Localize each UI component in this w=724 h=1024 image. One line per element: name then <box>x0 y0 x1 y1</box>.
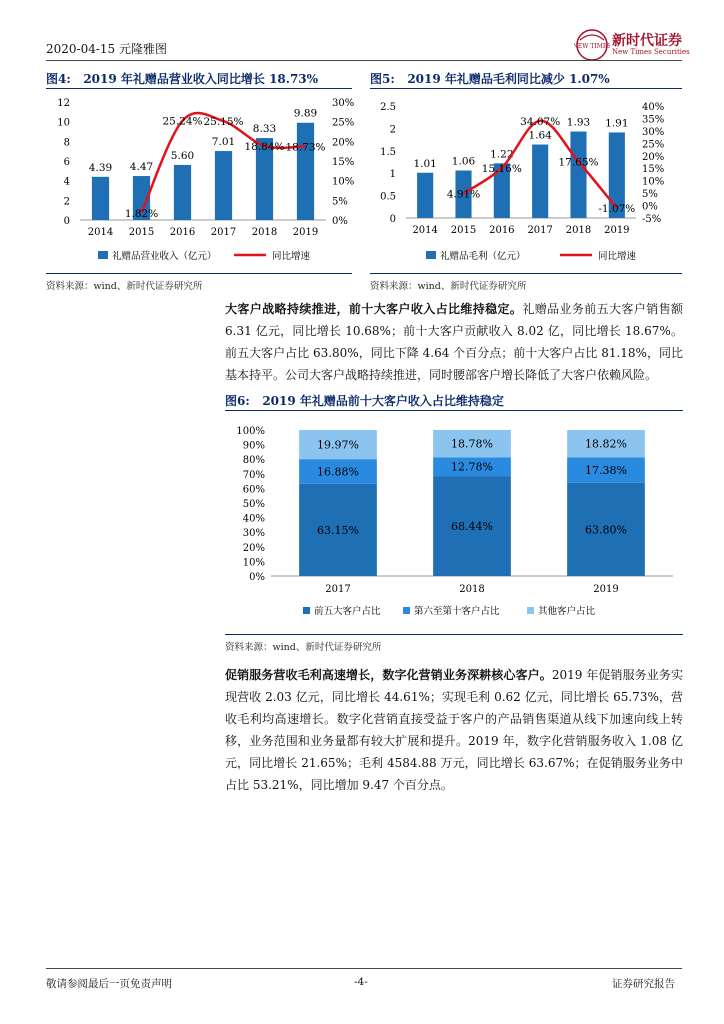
right-axis-tick-label: 5% <box>332 196 348 208</box>
bar <box>570 132 586 218</box>
x-axis-tick-label: 2014 <box>412 225 438 236</box>
x-axis-tick-label: 2017 <box>527 225 553 236</box>
left-axis-tick-label: 2 <box>63 196 70 208</box>
fig4-chart <box>46 92 358 270</box>
right-axis-tick-label: 30% <box>332 98 355 109</box>
bar <box>174 165 191 220</box>
x-axis-tick-label: 2019 <box>292 227 319 238</box>
bar-data-label: 4.39 <box>88 161 113 174</box>
legend-bar-label: 礼赠品毛利（亿元） <box>440 251 526 262</box>
fig4-title-rule <box>46 88 352 89</box>
legend-line-label: 同比增速 <box>598 251 637 262</box>
stacked-bar-data-label: 63.80% <box>585 523 627 537</box>
left-axis-tick-label: 100% <box>236 426 265 437</box>
paragraph-key-clients-lead: 大客户战略持续推进，前十大客户收入占比维持稳定。 <box>225 302 523 316</box>
left-axis-tick-label: 6 <box>63 157 70 168</box>
left-axis-tick-label: 60% <box>242 484 265 496</box>
stacked-bar-data-label: 12.78% <box>451 460 493 474</box>
right-axis-tick-label: 25% <box>642 139 665 151</box>
header-rule <box>46 60 682 61</box>
left-axis-tick-label: 0.5 <box>380 191 396 203</box>
legend-label: 前五大客户占比 <box>314 606 381 617</box>
left-axis-tick-label: 10 <box>57 117 70 129</box>
bar-data-label: 4.47 <box>129 161 154 174</box>
line-data-label: 18.73% <box>285 141 326 154</box>
fig6-bottom-rule <box>225 634 683 635</box>
fig5-chart <box>370 92 684 270</box>
bar-data-label: 7.01 <box>211 136 236 149</box>
fig4-source: 资料来源：wind、新时代证券研究所 <box>46 281 203 292</box>
x-axis-tick-label: 2014 <box>87 227 114 238</box>
logo-en-text: New Times Securities <box>612 48 690 56</box>
line-data-label: 25.15% <box>203 116 244 129</box>
paragraph-promotion-services <box>225 664 683 796</box>
right-axis-tick-label: 5% <box>642 189 658 201</box>
line-data-label: 1.82% <box>124 207 159 220</box>
left-axis-tick-label: 4 <box>63 176 70 188</box>
line-data-label: 4.91% <box>446 188 481 201</box>
fig6-title: 图6: 2019 年礼赠品前十大客户收入占比维持稳定 <box>225 394 504 408</box>
right-axis-tick-label: 0% <box>642 201 658 213</box>
fig6-title-rule <box>225 410 683 411</box>
x-axis-tick-label: 2019 <box>593 584 619 595</box>
left-axis-tick-label: 20% <box>242 542 265 554</box>
x-axis-tick-label: 2018 <box>459 584 485 595</box>
line-data-label: 18.84% <box>244 140 285 153</box>
bar-data-label: 1.22 <box>490 148 514 161</box>
stacked-bar-data-label: 18.82% <box>585 437 627 451</box>
legend-label: 第六至第十客户占比 <box>414 606 500 617</box>
x-axis-tick-label: 2018 <box>565 225 592 236</box>
right-axis-tick-label: 0% <box>332 216 348 227</box>
bar-data-label: 1.93 <box>566 116 591 129</box>
right-axis-tick-label: 10% <box>332 176 355 188</box>
stacked-bar-data-label: 68.44% <box>451 520 493 534</box>
line-data-label: -1.07% <box>598 203 636 216</box>
legend-swatch <box>403 607 410 614</box>
line-data-label: 17.65% <box>558 156 599 169</box>
x-axis-tick-label: 2016 <box>169 227 196 238</box>
left-axis-tick-label: 8 <box>63 137 70 149</box>
logo-mark: NEW TIMES <box>574 43 610 50</box>
footer-rule <box>46 968 682 969</box>
right-axis-tick-label: 20% <box>332 137 355 149</box>
left-axis-tick-label: 0 <box>389 214 396 225</box>
left-axis-tick-label: 12 <box>57 98 70 109</box>
right-axis-tick-label: 25% <box>332 117 355 129</box>
right-axis-tick-label: 15% <box>642 164 665 176</box>
left-axis-tick-label: 2.5 <box>380 102 396 113</box>
left-axis-tick-label: 70% <box>242 469 265 481</box>
legend-label: 其他客户占比 <box>538 606 596 617</box>
paragraph-key-clients <box>225 298 683 386</box>
bar-data-label: 1.64 <box>528 129 552 142</box>
left-axis-tick-label: 0 <box>63 216 70 227</box>
right-axis-tick-label: 15% <box>332 157 355 168</box>
line-data-label: 15.16% <box>481 162 522 175</box>
paragraph-promotion-body: 2019 年促销服务业务实现营收 2.03 亿元，同比增长 44.61%；实现毛利 0.62 亿元，同比增长 65.73%，营收毛利均高速增长。数字化营销直接受益于客户的产品销售渠道从线下加速向线上转移，业务范围和业务量都有较大扩展和提升。2019 年，数字化营销服务收入 1.08 亿元，同比增长 21.65%；毛利 4584.88 万元，同比增长 63.67%；在促销服务业务中占比 53.21%，同比增加 9.47 个百分点。 <box>225 668 683 792</box>
stacked-bar-data-label: 17.38% <box>585 464 627 478</box>
right-axis-tick-label: 30% <box>642 126 665 138</box>
left-axis-tick-label: 80% <box>242 455 265 467</box>
footer-page-number: -4- <box>354 976 368 988</box>
fig5-title-rule <box>370 88 682 89</box>
legend-swatch <box>527 607 534 614</box>
paragraph-key-clients-body: 礼赠品业务前五大客户销售额 6.31 亿元，同比增长 10.68%；前十大客户贡献收入 8.02 亿，同比增长 18.67%。前五大客户占比 63.80%，同比下降 4.64 个百分点；前十大客户占比 81.18%，同比基本持平。公司大客户战略持续推进，同时腰部客户增长降低了大客户依赖风险。 <box>225 302 683 382</box>
logo-cn-text: 新时代证券 <box>612 33 682 49</box>
stacked-bar-data-label: 16.88% <box>317 465 359 479</box>
left-axis-tick-label: 50% <box>242 499 265 510</box>
legend-bar-swatch <box>98 251 108 259</box>
bar-data-label: 1.91 <box>605 117 629 130</box>
footer-disclaimer: 敬请参阅最后一页免责声明 <box>46 978 172 990</box>
legend-swatch <box>303 607 310 614</box>
company-logo <box>574 28 694 62</box>
right-axis-tick-label: 10% <box>642 176 665 188</box>
x-axis-tick-label: 2017 <box>210 227 237 238</box>
x-axis-tick-label: 2017 <box>325 584 351 595</box>
bar <box>92 177 109 220</box>
bar-data-label: 1.06 <box>451 155 476 168</box>
paragraph-promotion-lead: 促销服务营收毛利高速增长，数字化营销业务深耕核心客户。 <box>225 668 552 682</box>
right-axis-tick-label: 35% <box>642 114 665 126</box>
bar-data-label: 1.01 <box>413 157 437 170</box>
bar-data-label: 5.60 <box>170 149 195 162</box>
fig5-source: 资料来源：wind、新时代证券研究所 <box>370 281 527 292</box>
x-axis-tick-label: 2019 <box>604 225 630 236</box>
stacked-bar-data-label: 19.97% <box>317 438 359 452</box>
left-axis-tick-label: 90% <box>242 440 265 452</box>
line-data-label: 25.24% <box>162 115 203 128</box>
right-axis-tick-label: 40% <box>642 102 665 113</box>
fig4-bottom-rule <box>46 273 352 274</box>
x-axis-tick-label: 2018 <box>251 227 278 238</box>
left-axis-tick-label: 1.5 <box>380 146 396 158</box>
bar <box>297 123 314 220</box>
fig4-title: 图4: 2019 年礼赠品营业收入同比增长 18.73% <box>46 72 319 86</box>
left-axis-tick-label: 2 <box>389 124 396 136</box>
bar <box>215 151 232 220</box>
right-axis-tick-label: -5% <box>642 214 662 225</box>
bar <box>532 145 548 218</box>
header-date-company: 2020-04-15 元隆雅图 <box>46 42 168 56</box>
fig5-bottom-rule <box>370 273 682 274</box>
stacked-bar-data-label: 18.78% <box>451 437 493 451</box>
bar-data-label: 9.89 <box>293 107 318 120</box>
left-axis-tick-label: 1 <box>389 169 396 181</box>
left-axis-tick-label: 40% <box>242 513 265 525</box>
legend-line-label: 同比增速 <box>272 251 311 262</box>
x-axis-tick-label: 2016 <box>489 225 515 236</box>
x-axis-tick-label: 2015 <box>450 225 477 236</box>
legend-bar-label: 礼赠品营业收入（亿元） <box>112 251 217 262</box>
logo-emblem-icon <box>574 28 610 62</box>
left-axis-tick-label: 30% <box>242 528 265 540</box>
footer-report-type: 证券研究报告 <box>612 978 675 990</box>
bar-data-label: 8.33 <box>252 123 277 136</box>
right-axis-tick-label: 20% <box>642 151 665 163</box>
bar <box>417 173 433 218</box>
x-axis-tick-label: 2015 <box>128 227 155 238</box>
fig6-chart <box>225 418 683 630</box>
left-axis-tick-label: 10% <box>242 557 265 569</box>
legend-bar-swatch <box>426 251 436 259</box>
fig5-title: 图5: 2019 年礼赠品毛利同比减少 1.07% <box>370 72 610 86</box>
stacked-bar-data-label: 63.15% <box>317 523 359 537</box>
line-data-label: 34.07% <box>520 115 561 128</box>
fig6-source: 资料来源：wind、新时代证券研究所 <box>225 642 382 653</box>
left-axis-tick-label: 0% <box>249 572 265 583</box>
